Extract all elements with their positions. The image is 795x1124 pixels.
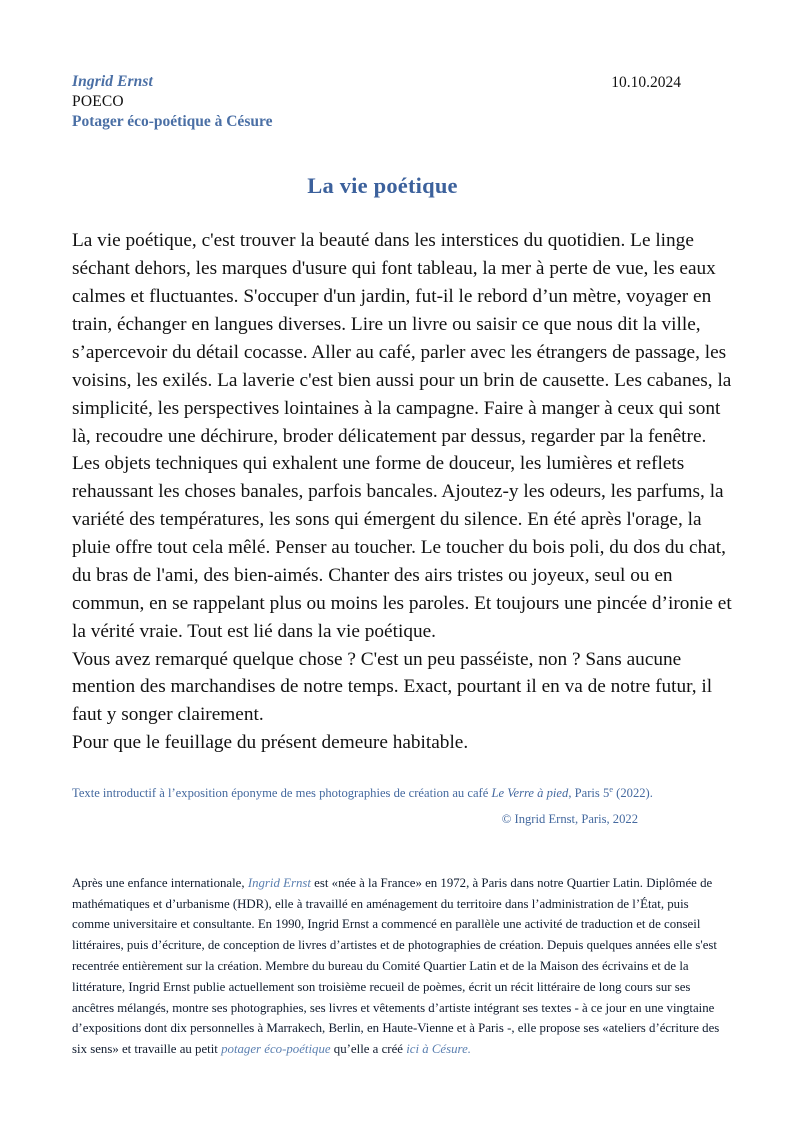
organization-tagline: Potager éco-poétique à Césure [72,112,273,130]
document-date: 10.10.2024 [611,74,681,91]
body-text [72,227,732,757]
caption-text-before: Texte introductif à l’exposition éponyme de mes photographies de création au café [72,786,492,801]
page-title: La vie poétique [307,173,458,199]
body-paragraph-3: Pour que le feuillage du présent demeure habitable. [72,732,469,754]
header-identity-block [72,72,272,131]
caption-ordinal-superscript: e [609,784,614,795]
organization-name: POECO [72,92,124,110]
caption-text-district: , Paris 5 [568,786,610,801]
bio-place-link[interactable]: ici à Césure. [406,1042,471,1057]
bio-segment-1: Après une enfance internationale, [72,875,248,890]
caption-text-year: (2022). [613,786,653,801]
bio-segment-3: qu’elle a créé [330,1042,407,1057]
bio-segment-2: est «née à la France» en 1972, à Paris dans notre Quartier Latin. Diplômée de mathématiques et d’urbanisme (HDR), elle à travaillé en aménagement du territoire dans l’administration de l’État, puis comme universitaire et consultante. En 1990, Ingrid Ernst a commencé en parallèle une activité de traduction et de conseil littéraires, puis d’écriture, de conception de livres d’artistes et de photographies de création. Depuis quelques années elle s'est recentrée entièrement sur la création. Membre du bureau du Comité Quartier Latin et de la Maison des écrivains et de la littérature, Ingrid Ernst publie actuellement son troisième recueil de poèmes, écrit un récit littéraire de long cours sur ses ancêtres mélangés, montre ses photographies, ses livres et vêtements d’artiste intégrant ses textes - à ce jour en une vingtaine d’expositions dont dix personnelles à Marrakech, Berlin, en Haute-Vienne et à Paris -, elle propose ses «ateliers d’écriture des six sens» et travaille au petit [72,875,720,1057]
copyright-notice: © Ingrid Ernst, Paris, 2022 [501,811,638,826]
author-name: Ingrid Ernst [72,73,153,90]
exhibition-caption [72,783,712,804]
bio-garden-link[interactable]: potager éco-poétique [221,1042,331,1057]
document-header [72,72,733,131]
bio-author-name: Ingrid Ernst [247,875,311,890]
caption-work-title: Le Verre à pied [491,786,569,801]
body-paragraph-1: La vie poétique, c'est trouver la beauté dans les interstices du quotidien. Le linge séchant dehors, les marques d'usure qui font tableau, la mer à perte de vue, les eaux calmes et fluctuantes. S'occuper d'un jardin, fut-il le rebord d’un mètre, voyager en train, échanger en langues diverses. Lire un livre ou saisir ce que nous dit la ville, s’apercevoir du détail cocasse. Aller au café, parler avec les étrangers de passage, les voisins, les exilés. La laverie c'est bien aussi pour un brin de causette. Les cabanes, la simplicité, les perspectives lointaines à la campagne. Faire à manger à ceux qui sont là, recoudre une déchirure, broder délicatement par dessus, regarder par la fenêtre. Les objets techniques qui exhalent une forme de douceur, les lumières et reflets rehaussant les choses banales, parfois bancales. Ajoutez-y les odeurs, les parfums, la variété des températures, les sons qui émergent du silence. En été après l'orage, la pluie offre tout cela mêlé. Penser au toucher. Le toucher du bois poli, du dos du chat, du bras de l'ami, des bien-aimés. Chanter des airs tristes ou joyeux, seul ou en commun, en se rappelant plus ou moins les paroles. Et toujours une pincée d’ironie et la vérité vraie. Tout est lié dans la vie poétique. [72,230,732,642]
biography-paragraph [72,873,724,1060]
body-paragraph-2: Vous avez remarqué quelque chose ? C'est un peu passéiste, non ? Sans aucune mention des marchandises de notre temps. Exact, pourtant il en va de notre futur, il faut y songer clairement. [72,648,713,726]
